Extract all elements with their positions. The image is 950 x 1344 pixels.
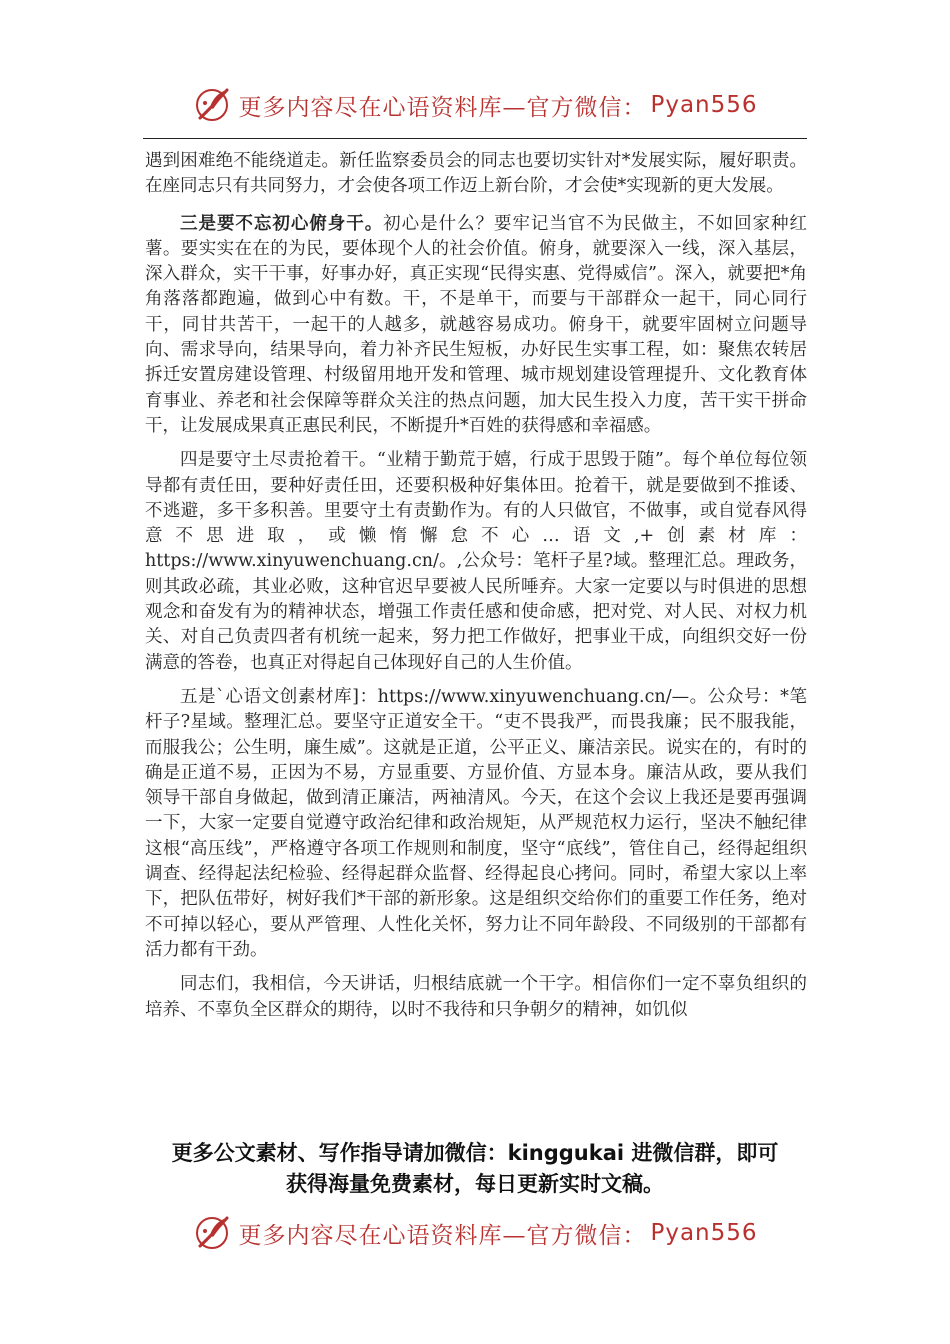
paragraph-1: 遇到困难绝不能绕道走。新任监察委员会的同志也要切实针对*发展实际，履好职责。在座同志只有共同努力，才会使各项工作迈上新台阶，才会使*实现新的更大发展。	[145, 151, 807, 197]
page-header	[0, 80, 950, 130]
quill-logo-icon	[192, 85, 232, 125]
page-footer	[0, 1208, 950, 1258]
promo-line-1: 更多公文素材、写作指导请加微信：kinggukai 进微信群，即可	[171, 1141, 779, 1165]
paragraph-2-body: 初心是什么？要牢记当官不为民做主，不如回家种红薯。要实实在在的为民，要体现个人的社会价值。俯身，就要深入一线，深入基层，深入群众，实干干事，好事办好，真正实现“民得实惠、党得威信”。深入，就要把*角角落落都跑遍，做到心中有数。干，不是单干，而要与干部群众一起干，同心同行干，同甘共苦干，一起干的人越多，就越容易成功。俯身干，就要牢固树立问题导向、需求导向，结果导向，着力补齐民生短板，办好民生实事工程，如：聚焦农转居拆迁安置房建设管理、村级留用地开发和管理、城市规划建设管理提升、文化教育体育事业、养老和社会保障等群众关注的热点问题，加大民生投入力度，苦干实干拼命干，让发展成果真正惠民利民，不断提升*百姓的获得感和幸福感。	[145, 213, 808, 436]
header-brand-id: Pyan556	[650, 92, 758, 118]
promo-banner	[110, 1138, 840, 1200]
header-divider	[143, 138, 807, 139]
paragraph-3: 四是要守土尽责抢着干。“业精于勤荒于嬉，行成于思毁于随”。每个单位每位领导都有责任田，要种好责任田，还要积极种好集体田。抢着干，就是要做到不推诿、不逃避，多干多积善。里要守土有责勤作为。有的人只做官，不做事，或自觉春风得意不思进取，或懒惰懈怠不心…语文,+创素材库：https://www.xinyuwenchuang.cn/。,公众号：笔杆子星?域。整理汇总。理政务，则其政必疏，其业必败，这种官迟早要被人民所唾弃。大家一定要以与时俱进的思想观念和奋发有为的精神状态，增强工作责任感和使命感，把对党、对人民、对权力机关、对自己负责四者有机统一起来，努力把工作做好，把事业干成，向组织交好一份满意的答卷，也真正对得起自己体现好自己的人生价值。	[145, 450, 807, 673]
promo-line-2: 获得海量免费素材，每日更新实时文稿。	[286, 1172, 664, 1196]
paragraph-2-lead: 三是要不忘初心俯身干。	[180, 213, 384, 234]
header-text: 更多内容尽在心语资料库—官方微信：	[238, 94, 647, 121]
footer-brand-id: Pyan556	[650, 1220, 758, 1246]
paragraph-4: 五是`心语文创素材库]：https://www.xinyuwenchuang.cn/—。公众号：*笔杆子?星域。整理汇总。要坚守正道安全干。“吏不畏我严，而畏我廉；民不服我能，而服我公；公生明，廉生威”。这就是正道，公平正义、廉洁亲民。说实在的，有时的确是正道不易，正因为不易，方显重要、方显价值、方显本身。廉洁从政，要从我们领导干部自身做起，做到清正廉洁，两袖清风。今天，在这个会议上我还是要再强调一下，大家一定要自觉遵守政治纪律和政治规矩，从严规范权力运行，坚决不触纪律这根“高压线”，严格遵守各项工作规则和制度，坚守“底线”，管住自己，经得起组织调查、经得起法纪检验、经得起群众监督、经得起良心拷问。同时，希望大家以上率下，把队伍带好，树好我们*干部的新形象。这是组织交给你们的重要工作任务，绝对不可掉以轻心，要从严管理、人性化关怀，努力让不同年龄段、不同级别的干部都有活力都有干劲。	[145, 686, 807, 960]
document-body	[145, 149, 807, 1032]
paragraph-2	[145, 212, 807, 440]
footer-text: 更多内容尽在心语资料库—官方微信：	[238, 1222, 647, 1249]
quill-logo-icon	[192, 1213, 232, 1253]
paragraph-5: 同志们，我相信，今天讲话，归根结底就一个干字。相信你们一定不辜负组织的培养、不辜负全区群众的期待，以时不我待和只争朝夕的精神，如饥似	[145, 974, 807, 1020]
